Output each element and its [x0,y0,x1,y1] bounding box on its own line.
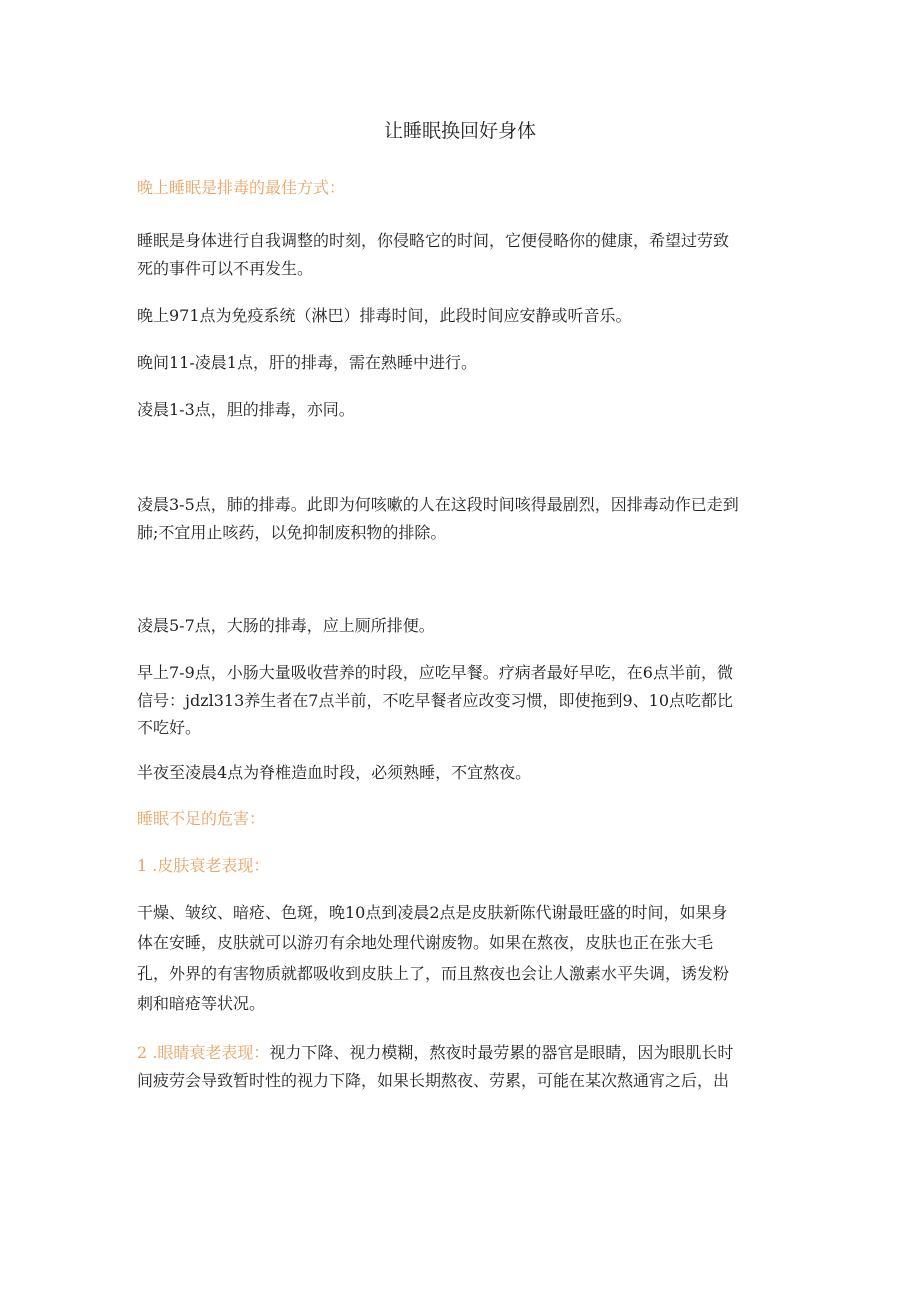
paragraph-line: 刺和暗疮等状况。 [137,994,266,1013]
paragraph-line: 早上7-9点，小肠大量吸收营养的时段，应吃早餐。疗病者最好早吃，在6点半前，微 [137,663,733,682]
paragraph-line: 死的事件可以不再发生。 [137,259,314,278]
paragraph-gallbladder: 凌晨1-3点，胆的排毒，亦同。 [137,400,355,419]
paragraph-line: 孔，外界的有害物质就都吸收到皮肤上了，而且熬夜也会让人激素水平失调，诱发粉 [137,964,730,983]
document-title: 让睡眠换回好身体 [383,120,536,142]
paragraph-line: 干燥、皱纹、暗疮、色斑，晚10点到凌晨2点是皮肤新陈代谢最旺盛的时间，如果身 [137,903,728,922]
paragraph-liver: 晚间11-凌晨1点，肝的排毒，需在熟睡中进行。 [137,353,477,372]
paragraph-lymph: 晚上971点为免疫系统（淋巴）排毒时间，此段时间应安静或听音乐。 [137,306,632,325]
paragraph-line: 肺;不宜用止咳药，以免抑制废积物的排除。 [137,523,447,542]
paragraph-line: 睡眠是身体进行自我调整的时刻，你侵略它的时间，它便侵略你的健康，希望过劳致 [137,231,730,250]
subheading-skin-aging: 1 .皮肤衰老表现： [137,856,270,875]
paragraph-line: 信号：jdzl313养生者在7点半前，不吃早餐者应改变习惯，即使拖到9、10点吃都比 [137,691,734,710]
section-heading-night-sleep: 晚上睡眠是排毒的最佳方式： [137,178,346,197]
paragraph-spine: 半夜至凌晨4点为脊椎造血时段，必须熟睡，不宜熬夜。 [137,763,532,782]
paragraph-line: 凌晨3-5点，肺的排毒。此即为何咳嗽的人在这段时间咳得最剧烈，因排毒动作已走到 [137,495,739,514]
paragraph-line: 不吃好。 [137,718,202,737]
paragraph-line: 间疲劳会导致暂时性的视力下降，如果长期熬夜、劳累，可能在某次熬通宵之后，出 [137,1071,730,1090]
paragraph-large-intestine: 凌晨5-7点，大肠的排毒，应上厕所排便。 [137,616,435,635]
subheading-eye-aging: 2 .眼睛衰老表现： [137,1043,270,1062]
paragraph-line: 视力下降、视力模糊，熬夜时最劳累的器官是眼睛，因为眼肌长时 [269,1043,734,1062]
section-heading-sleep-deprivation: 睡眠不足的危害： [137,809,266,828]
paragraph-line: 体在安睡，皮肤就可以游刃有余地处理代谢废物。如果在熬夜，皮肤也正在张大毛 [137,933,714,952]
paragraph-eye-aging [137,1038,733,1068]
